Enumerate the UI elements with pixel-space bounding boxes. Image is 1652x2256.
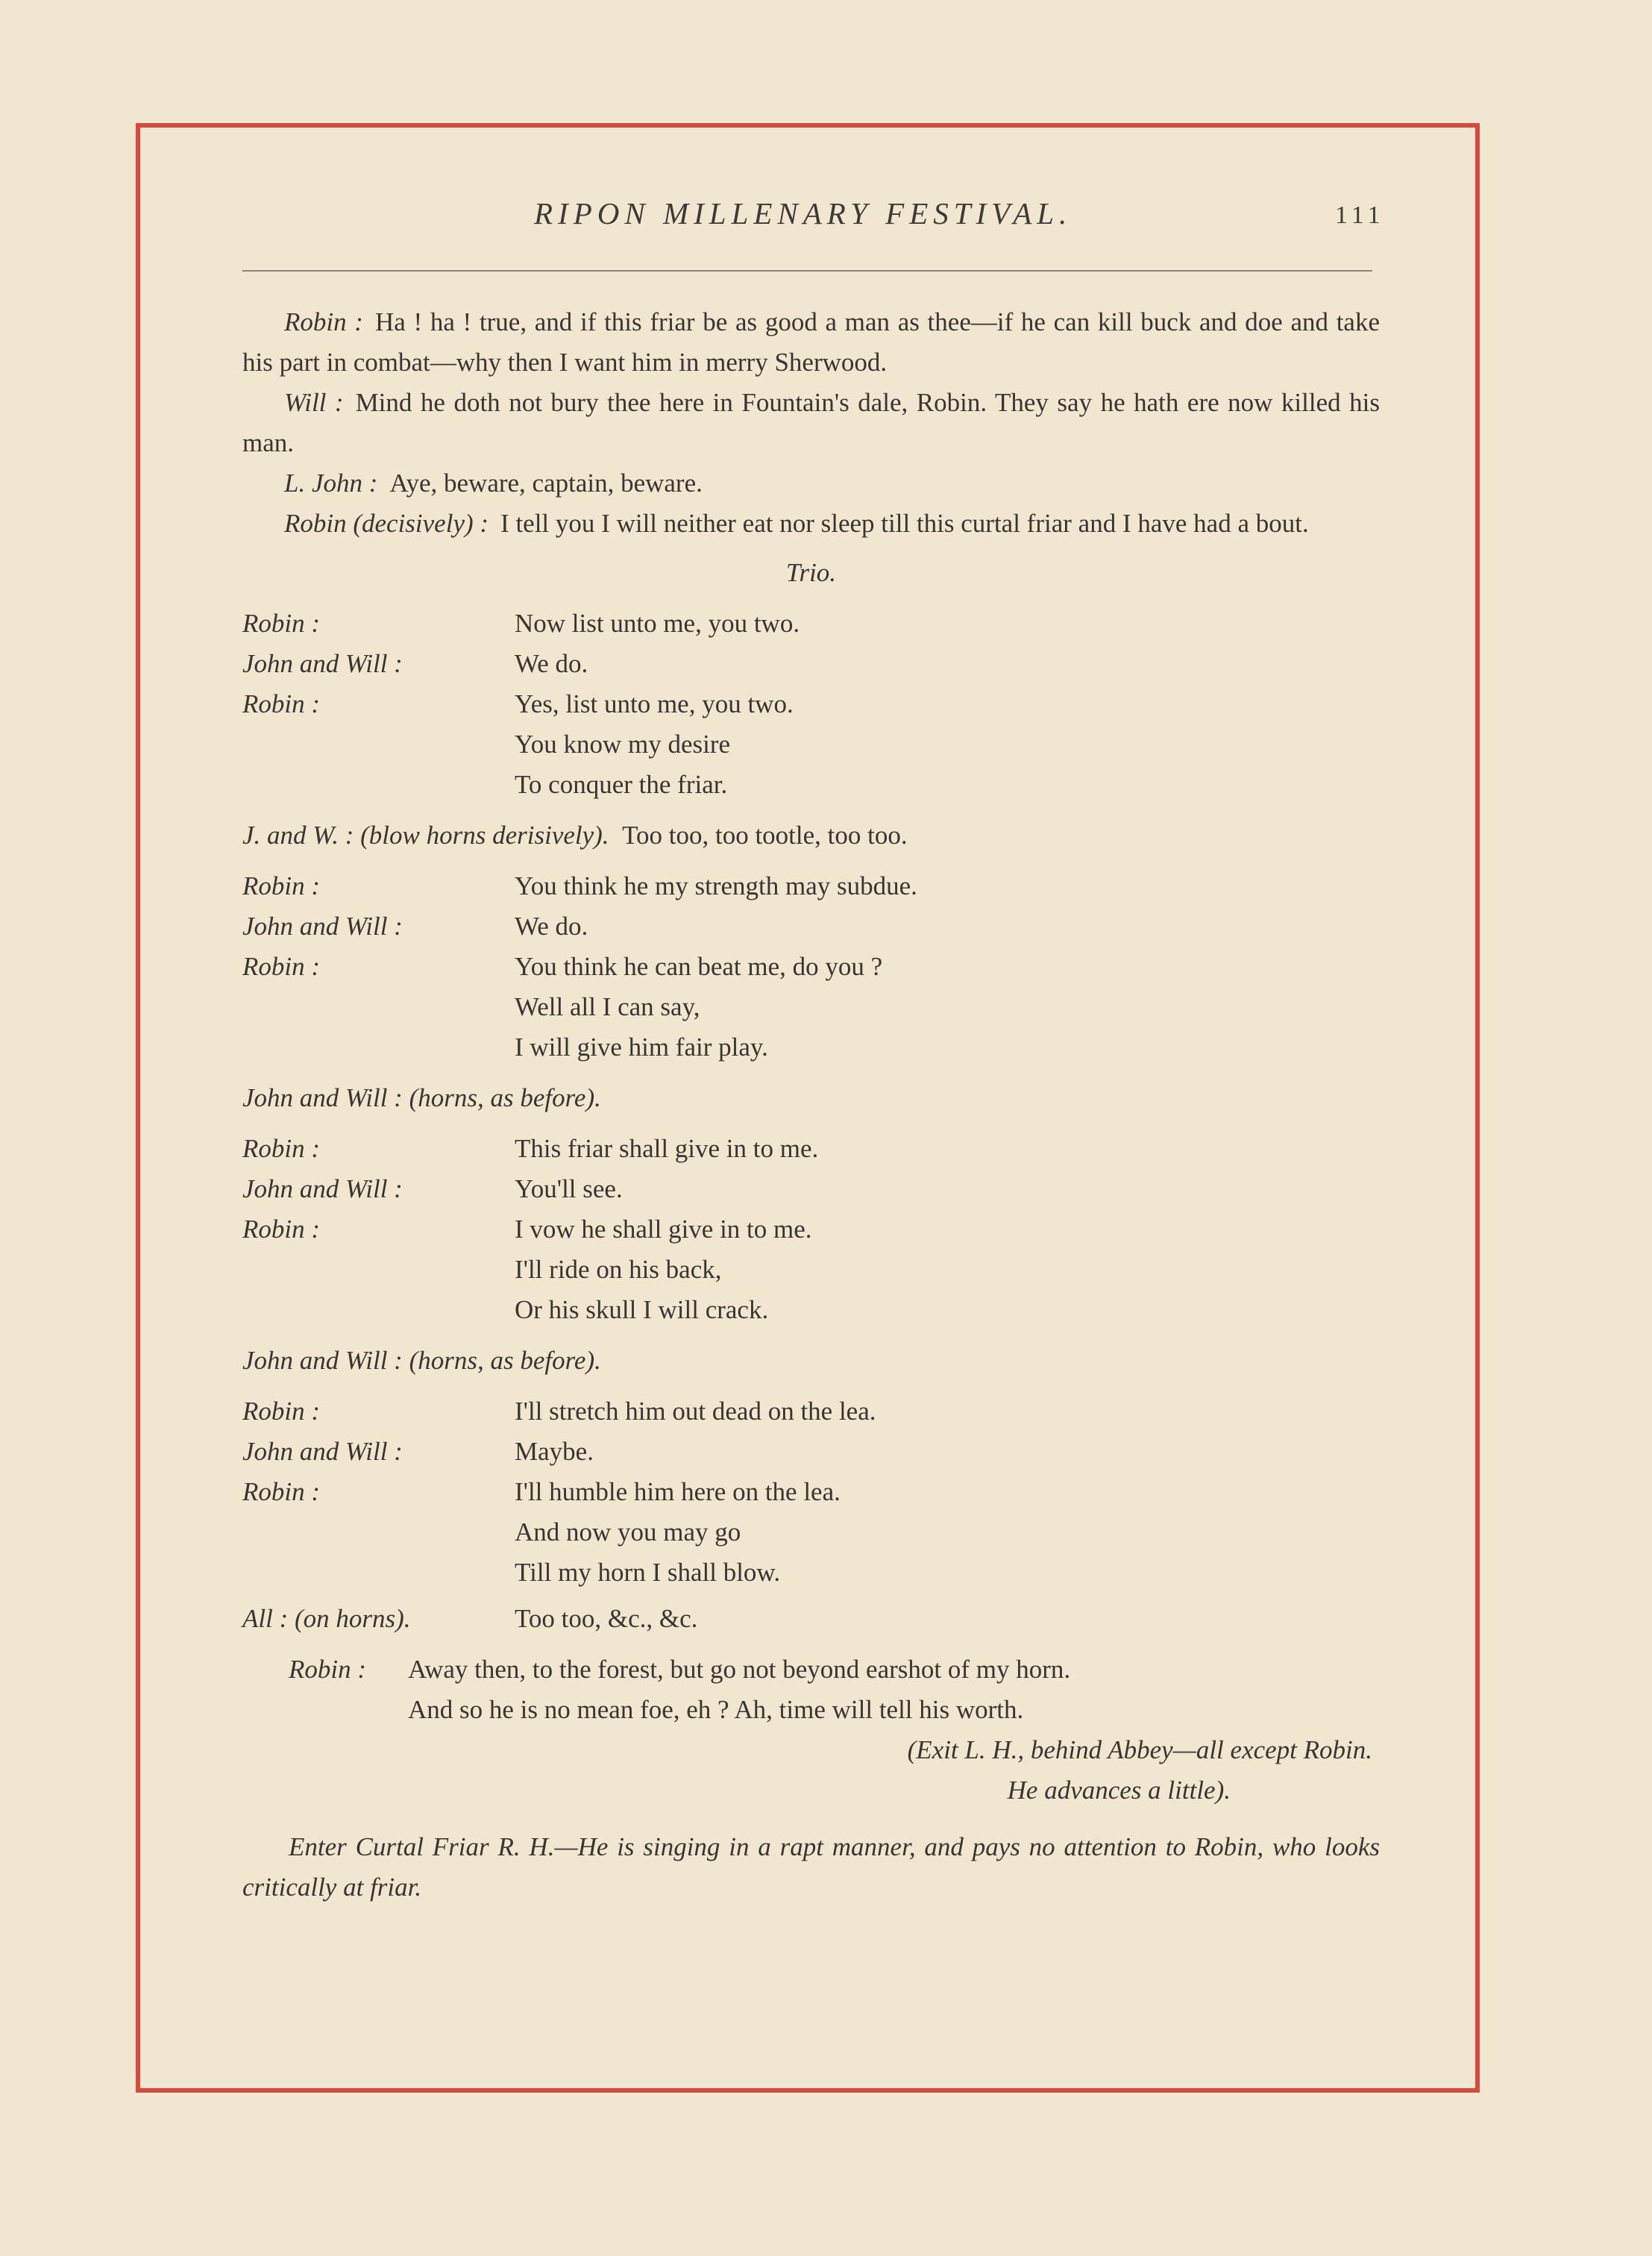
- verse-row: [242, 1027, 1380, 1068]
- verse-line: I'll stretch him out dead on the lea.: [515, 1397, 876, 1426]
- direction-speaker: J. and W. : (blow horns derisively).: [242, 821, 609, 850]
- verse-speaker: Robin :: [242, 871, 321, 900]
- verse-row: [242, 1512, 1380, 1552]
- verse-line: You'll see.: [515, 1174, 623, 1203]
- all-line-block: [242, 1599, 1380, 1639]
- verse-row: [242, 1599, 1380, 1639]
- verse-block: [242, 604, 1380, 805]
- verse-block: [242, 866, 1380, 1068]
- verse-row: [242, 1391, 1380, 1432]
- verse-line: You think he my strength may subdue.: [515, 871, 917, 900]
- exit-direction-continued: He advances a little).: [1007, 1776, 1231, 1805]
- verse-row: [242, 765, 1380, 805]
- verse-line: Or his skull I will crack.: [515, 1295, 769, 1324]
- verse-line: I will give him fair play.: [515, 1033, 768, 1062]
- verse-line: And now you may go: [515, 1517, 741, 1547]
- verse-row: [242, 644, 1380, 684]
- verse-line: I'll humble him here on the lea.: [515, 1477, 841, 1506]
- paragraph: [242, 463, 1380, 504]
- speech: I tell you I will neither eat nor sleep till this curtal friar and I have had a bout.: [500, 509, 1309, 538]
- direction-text: Too too, too tootle, too too.: [622, 821, 908, 850]
- verse-speaker: [242, 987, 515, 1027]
- verse-line: We do.: [515, 912, 588, 941]
- verse-line: Yes, list unto me, you two.: [515, 689, 794, 718]
- speech: Ha ! ha ! true, and if this friar be as good a man as thee—if he can kill buck and doe and take his part in combat—why then I want him in merry Sherwood.: [242, 307, 1380, 377]
- verse-row: [242, 1290, 1380, 1330]
- verse-speaker: John and Will :: [242, 649, 403, 678]
- verse-speaker: John and Will :: [242, 912, 403, 941]
- speech-line: And so he is no mean foe, eh ? Ah, time will tell his worth.: [408, 1695, 1024, 1724]
- direction-text: John and Will : (horns, as before).: [242, 1346, 601, 1375]
- verse-line: You know my desire: [515, 730, 731, 759]
- verse-line: You think he can beat me, do you ?: [515, 952, 883, 981]
- speech-line: [289, 1649, 1380, 1690]
- page-number: 111: [1335, 201, 1385, 229]
- trio-heading: Trio.: [785, 558, 837, 587]
- verse-row: [242, 1472, 1380, 1512]
- paragraph: [242, 383, 1380, 463]
- verse-speaker: Robin :: [242, 952, 321, 981]
- verse-speaker: Robin :: [242, 609, 321, 638]
- speech: Away then, to the forest, but go not beyond earshot of my horn.: [408, 1655, 1071, 1684]
- verse-row: [242, 987, 1380, 1027]
- verse-block: [242, 1391, 1380, 1593]
- verse-row: [242, 1552, 1380, 1593]
- speaker: Robin :: [289, 1655, 367, 1684]
- verse-line: Well all I can say,: [515, 992, 700, 1021]
- verse-speaker: Robin :: [242, 1397, 321, 1426]
- header-rule: [242, 270, 1372, 272]
- verse-row: [242, 866, 1380, 906]
- verse-row: [242, 724, 1380, 765]
- verse-row: [242, 1169, 1380, 1209]
- verse-speaker: Robin :: [242, 1134, 321, 1163]
- verse-speaker: [242, 1552, 515, 1593]
- exit-direction: (Exit L. H., behind Abbey—all except Robin.: [907, 1735, 1372, 1764]
- speech: Aye, beware, captain, beware.: [389, 469, 703, 498]
- verse-row: [242, 1250, 1380, 1290]
- verse-row: [242, 947, 1380, 987]
- page-body: [242, 302, 1380, 1908]
- speaker: Robin (decisively) :: [284, 509, 489, 538]
- direction-text: John and Will : (horns, as before).: [242, 1083, 601, 1112]
- stage-direction: [242, 1341, 1380, 1381]
- verse-line: This friar shall give in to me.: [515, 1134, 819, 1163]
- verse-speaker: [242, 1290, 515, 1330]
- stage-direction: [242, 1078, 1380, 1118]
- speaker: Robin :: [284, 307, 363, 336]
- verse-speaker: Robin :: [242, 689, 321, 718]
- robin-speech: [242, 1649, 1380, 1730]
- verse-row: [242, 906, 1380, 947]
- speech: Mind he doth not bury thee here in Fountain's dale, Robin. They say he hath ere now killed his man.: [242, 388, 1380, 457]
- verse-speaker: Robin :: [242, 1215, 321, 1244]
- verse-speaker: Robin :: [242, 1477, 321, 1506]
- verse-speaker: John and Will :: [242, 1174, 403, 1203]
- verse-row: [242, 1129, 1380, 1169]
- verse-row: [242, 604, 1380, 644]
- verse-speaker: [242, 765, 515, 805]
- verse-speaker: [242, 724, 515, 765]
- verse-line: Till my horn I shall blow.: [515, 1558, 781, 1587]
- verse-line: Maybe.: [515, 1437, 594, 1466]
- verse-line: To conquer the friar.: [515, 770, 728, 799]
- verse-line: I vow he shall give in to me.: [515, 1215, 812, 1244]
- running-title: RIPON MILLENARY FESTIVAL.: [534, 196, 1072, 231]
- verse-block: [242, 1129, 1380, 1330]
- verse-row: [242, 1432, 1380, 1472]
- verse-line: I'll ride on his back,: [515, 1255, 722, 1284]
- verse-speaker: John and Will :: [242, 1437, 403, 1466]
- verse-line: Now list unto me, you two.: [515, 609, 800, 638]
- verse-line: We do.: [515, 649, 588, 678]
- verse-speaker: [242, 1027, 515, 1068]
- stage-direction: [242, 815, 1380, 856]
- verse-speaker: All : (on horns).: [242, 1604, 411, 1633]
- verse-speaker: [242, 1512, 515, 1552]
- verse-line: Too too, &c., &c.: [515, 1604, 698, 1633]
- paragraph: [242, 504, 1380, 544]
- enter-direction: Enter Curtal Friar R. H.—He is singing in a rapt manner, and pays no attention to Robin, who looks critically at friar.: [242, 1832, 1380, 1902]
- speaker: L. John :: [284, 469, 378, 498]
- paragraph: [242, 302, 1380, 383]
- speaker: Will :: [284, 388, 344, 417]
- verse-speaker: [242, 1250, 515, 1290]
- verse-row: [242, 1209, 1380, 1250]
- verse-row: [242, 684, 1380, 724]
